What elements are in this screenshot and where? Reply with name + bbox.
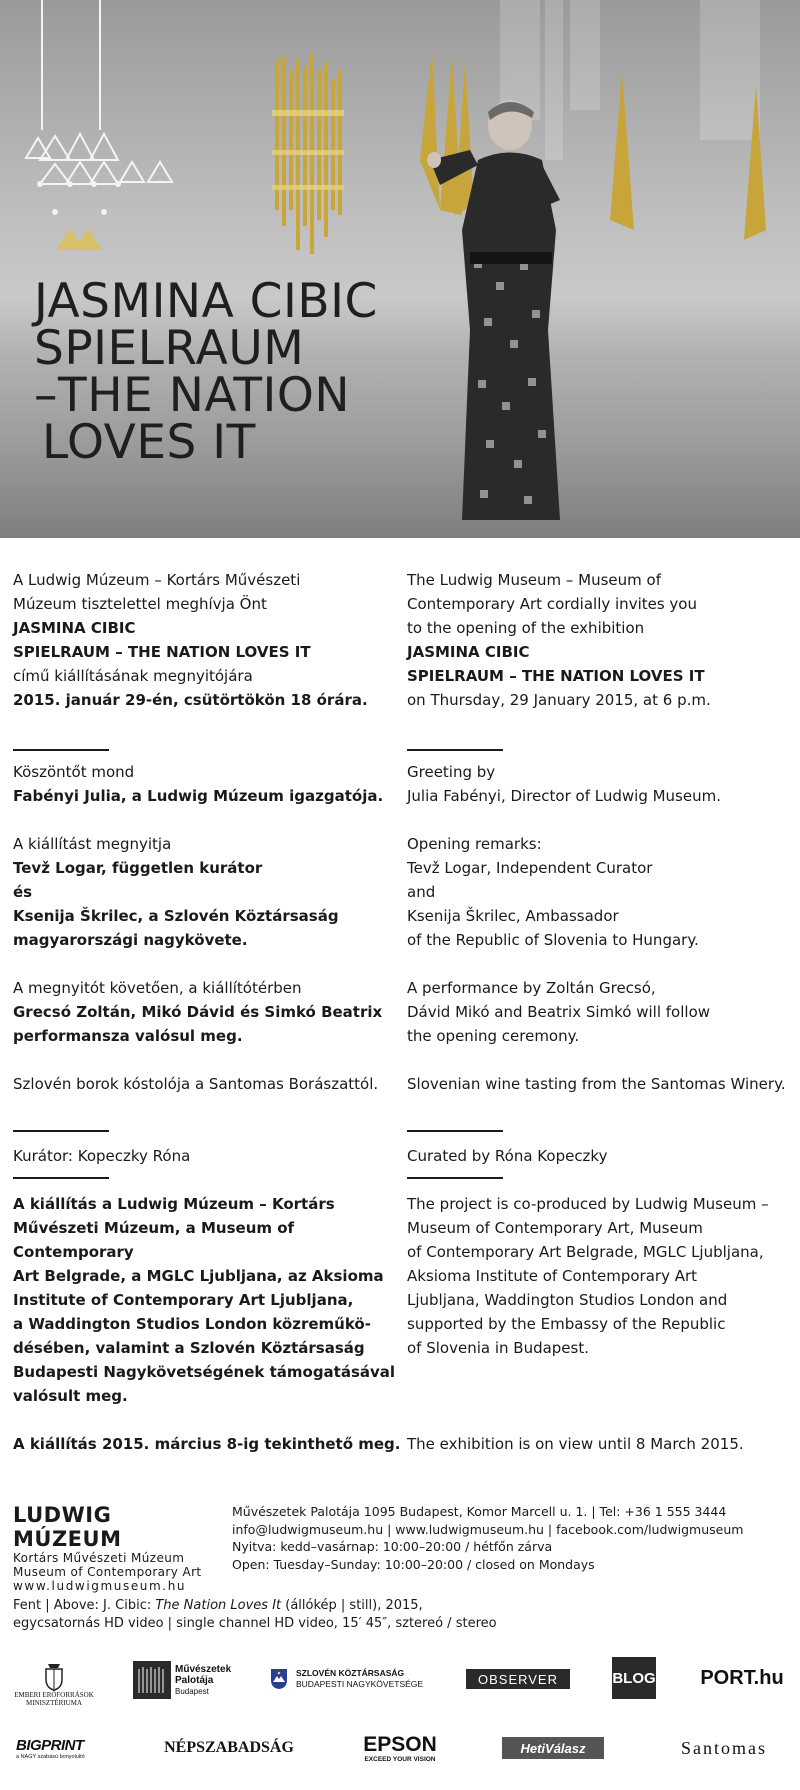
hu-onview-text: A kiállítás 2015. március 8-ig tekinthető meg. bbox=[13, 1435, 401, 1453]
logo-title: LUDWIG MÚZEUM bbox=[13, 1503, 122, 1551]
contact-block bbox=[232, 1503, 792, 1573]
en-and: and bbox=[407, 883, 436, 901]
hu-perf-line1: A megnyitót követően, a kiállítótérben bbox=[13, 979, 302, 997]
en-coprod-line: of Slovenia in Budapest. bbox=[407, 1339, 589, 1357]
en-perf-line2: Dávid Mikó and Beatrix Simkó will follow bbox=[407, 1003, 711, 1021]
en-intro-line2: Contemporary Art cordially invites you bbox=[407, 595, 697, 613]
credit-line2: egycsatornás HD video | single channel HD video, 15′ 45″, sztereó / stereo bbox=[13, 1616, 497, 1631]
hu-opener2-line2: magyarországi nagykövete. bbox=[13, 931, 248, 949]
en-greeting-label: Greeting by bbox=[407, 763, 496, 781]
embassy-line1: SZLOVÉN KÖZTÁRSASÁG bbox=[296, 1668, 405, 1678]
sponsor-port bbox=[694, 1664, 790, 1692]
hu-coprod-line: Budapesti Nagykövetségének támogatásával bbox=[13, 1363, 396, 1381]
hungarian-column bbox=[13, 0, 403, 1480]
mupa-line3: Budapest bbox=[175, 1686, 209, 1696]
sponsor-mupa bbox=[133, 1660, 243, 1700]
emmi-line2: MINISZTÉRIUMA bbox=[26, 1699, 82, 1707]
hu-curator-text: Kurátor: Kopeczky Róna bbox=[13, 1147, 191, 1165]
hu-opener1: Tevž Logar, független kurátor bbox=[13, 859, 263, 877]
hu-artist: JASMINA CIBIC bbox=[13, 619, 136, 637]
en-divider-2 bbox=[407, 1130, 503, 1132]
hu-coprod-line: désében, valamint a Szlovén Köztársaság bbox=[13, 1339, 365, 1357]
hu-coprod-line: A kiállítás a Ludwig Múzeum – Kortárs bbox=[13, 1195, 335, 1213]
en-wine-text: Slovenian wine tasting from the Santomas Winery. bbox=[407, 1075, 786, 1093]
english-column bbox=[407, 0, 797, 1480]
en-coprod-line: Aksioma Institute of Contemporary Art bbox=[407, 1267, 698, 1285]
en-coprod-line: supported by the Embassy of the Republic bbox=[407, 1315, 726, 1333]
en-artist: JASMINA CIBIC bbox=[407, 643, 530, 661]
hu-intro-line5: című kiállításának megnyitójára bbox=[13, 667, 253, 685]
hero-title-line-4: LOVES IT bbox=[42, 415, 256, 470]
observer-text: OBSERVER bbox=[477, 1671, 558, 1687]
epson-sub: EXCEED YOUR VISION bbox=[364, 1755, 436, 1763]
slovenia-coat-icon bbox=[270, 1668, 288, 1690]
coat-of-arms-icon bbox=[43, 1663, 65, 1691]
hu-on-view bbox=[13, 1432, 403, 1456]
en-on-view bbox=[407, 1432, 797, 1456]
hu-opening bbox=[13, 832, 403, 952]
en-opener2-line2: of the Republic of Slovenia to Hungary. bbox=[407, 931, 699, 949]
contact-address: Művészetek Palotája 1095 Budapest, Komor Marcell u. 1. | Tel: +36 1 555 3444 bbox=[232, 1504, 727, 1519]
en-curator-text: Curated by Róna Kopeczky bbox=[407, 1147, 608, 1165]
logo-sub2: Museum of Contemporary Art bbox=[13, 1565, 202, 1579]
hero-title-line-2: SPIELRAUM bbox=[34, 321, 305, 376]
hu-wine-text: Szlovén borok kóstolója a Santomas Borászattól. bbox=[13, 1075, 379, 1093]
image-credit bbox=[13, 1597, 793, 1633]
en-coprod-line: Museum of Contemporary Art, Museum bbox=[407, 1219, 703, 1237]
mupa-logo-icon bbox=[133, 1661, 171, 1699]
hu-invitation bbox=[13, 568, 403, 712]
hu-intro-line2: Múzeum tisztelettel meghívja Önt bbox=[13, 595, 267, 613]
port-text: PORT.hu bbox=[700, 1666, 784, 1689]
en-perf-line3: the opening ceremony. bbox=[407, 1027, 580, 1045]
hu-perf-line3: performansza valósul meg. bbox=[13, 1027, 243, 1045]
bigprint-text: BIGPRINT bbox=[16, 1736, 84, 1754]
credit-title: The Nation Loves It bbox=[155, 1598, 282, 1613]
hu-coprod-line: Art Belgrade, a MGLC Ljubljana, az Aksioma bbox=[13, 1267, 384, 1285]
mupa-line2: Palotája bbox=[175, 1674, 214, 1686]
hero-title-line-3: –THE NATION bbox=[34, 368, 351, 423]
hetivalasz-text: HetiVálasz bbox=[520, 1740, 586, 1756]
en-coprod-line: of Contemporary Art Belgrade, MGLC Ljubljana, bbox=[407, 1243, 764, 1261]
mupa-line1: Művészetek bbox=[175, 1663, 232, 1675]
hu-curator bbox=[13, 1144, 403, 1168]
logo-sub1: Kortárs Művészeti Múzeum bbox=[13, 1551, 185, 1565]
en-exhibition-title: SPIELRAUM – THE NATION LOVES IT bbox=[407, 667, 705, 685]
contact-hours-en: Open: Tuesday–Sunday: 10:00–20:00 / closed on Mondays bbox=[232, 1556, 595, 1572]
en-opening bbox=[407, 832, 797, 952]
hu-and: és bbox=[13, 883, 33, 901]
ludwig-museum-logo bbox=[13, 1503, 213, 1593]
hu-date: 2015. január 29-én, csütörtökön 18 órára. bbox=[13, 691, 368, 709]
en-opening-label: Opening remarks: bbox=[407, 835, 542, 853]
sponsor-hetivalasz bbox=[502, 1737, 604, 1759]
emmi-line1: EMBERI ERŐFORRÁSOK bbox=[14, 1691, 94, 1699]
hu-opener2-line1: Ksenija Škrilec, a Szlovén Köztársaság bbox=[13, 907, 339, 925]
en-intro-line1: The Ludwig Museum – Museum of bbox=[407, 571, 661, 589]
bigprint-sub: a NAGY szabású bonyolultó bbox=[16, 1753, 85, 1760]
en-wine bbox=[407, 1072, 797, 1096]
sponsor-observer bbox=[466, 1669, 570, 1689]
hu-coprod-line: valósult meg. bbox=[13, 1387, 128, 1405]
en-opener2-line1: Ksenija Škrilec, Ambassador bbox=[407, 907, 619, 925]
en-onview-text: The exhibition is on view until 8 March 2015. bbox=[407, 1435, 744, 1453]
en-greeting bbox=[407, 760, 797, 808]
blog-text: BLOG bbox=[612, 1669, 656, 1687]
en-perf-line1: A performance by Zoltán Grecsó, bbox=[407, 979, 656, 997]
en-opener1: Tevž Logar, Independent Curator bbox=[407, 859, 653, 877]
credit-prefix: Fent | Above: J. Cibic: bbox=[13, 1598, 156, 1613]
hu-coprod-line: Művészeti Múzeum, a Museum of Contemporary bbox=[13, 1219, 295, 1261]
sponsor-epson bbox=[352, 1730, 448, 1766]
hu-coprod-line: Institute of Contemporary Art Ljubljana, bbox=[13, 1291, 354, 1309]
logo-url: www.ludwigmuseum.hu bbox=[13, 1579, 187, 1593]
contact-hours-hu: Nyitva: kedd–vasárnap: 10:00–20:00 / hétfőn zárva bbox=[232, 1539, 553, 1554]
en-intro-line3: to the opening of the exhibition bbox=[407, 619, 645, 637]
en-divider-3 bbox=[407, 1177, 503, 1179]
hu-divider-3 bbox=[13, 1177, 109, 1179]
hu-greeting-person: Fabényi Julia, a Ludwig Múzeum igazgatója. bbox=[13, 787, 384, 805]
hu-greeting-label: Köszöntőt mond bbox=[13, 763, 135, 781]
en-performance bbox=[407, 976, 797, 1048]
hu-intro-line1: A Ludwig Múzeum – Kortárs Művészeti bbox=[13, 571, 301, 589]
embassy-line2: BUDAPESTI NAGYKÖVETSÉGE bbox=[296, 1679, 424, 1689]
hu-greeting bbox=[13, 760, 403, 808]
en-greeting-person: Julia Fabényi, Director of Ludwig Museum. bbox=[407, 787, 721, 805]
en-invitation bbox=[407, 568, 797, 712]
hu-opening-label: A kiállítást megnyitja bbox=[13, 835, 172, 853]
sponsor-blog bbox=[612, 1657, 656, 1699]
en-date: on Thursday, 29 January 2015, at 6 p.m. bbox=[407, 691, 711, 709]
hu-divider-2 bbox=[13, 1130, 109, 1132]
hu-coprod-line: a Waddington Studios London közreműkö- bbox=[13, 1315, 371, 1333]
nepszabadsag-text: NÉPSZABADSÁG bbox=[164, 1739, 294, 1756]
hu-exhibition-title: SPIELRAUM – THE NATION LOVES IT bbox=[13, 643, 311, 661]
hu-coproduction bbox=[13, 1192, 403, 1408]
hu-perf-line2: Grecsó Zoltán, Mikó Dávid és Simkó Beatrix bbox=[13, 1003, 383, 1021]
sponsor-nepszabadsag bbox=[158, 1736, 300, 1760]
en-curator bbox=[407, 1144, 797, 1168]
en-coprod-line: The project is co-produced by Ludwig Museum – bbox=[407, 1195, 769, 1213]
sponsor-santomas bbox=[656, 1736, 792, 1760]
hu-performance bbox=[13, 976, 403, 1048]
contact-links[interactable]: info@ludwigmuseum.hu | www.ludwigmuseum.hu | facebook.com/ludwigmuseum bbox=[232, 1521, 744, 1537]
en-coproduction bbox=[407, 1192, 797, 1360]
hu-divider-1 bbox=[13, 749, 109, 751]
sponsor-embassy bbox=[270, 1664, 430, 1694]
sponsor-emmi bbox=[12, 1655, 96, 1715]
hero-title-line-1: JASMINA CIBIC bbox=[34, 274, 378, 329]
en-divider-1 bbox=[407, 749, 503, 751]
en-coprod-line: Ljubljana, Waddington Studios London and bbox=[407, 1291, 728, 1309]
credit-suffix: (állókép | still), 2015, bbox=[281, 1598, 423, 1613]
santomas-text: Santomas bbox=[681, 1737, 767, 1758]
sponsor-bigprint bbox=[16, 1730, 102, 1766]
hu-wine bbox=[13, 1072, 403, 1096]
epson-text: EPSON bbox=[363, 1732, 437, 1756]
